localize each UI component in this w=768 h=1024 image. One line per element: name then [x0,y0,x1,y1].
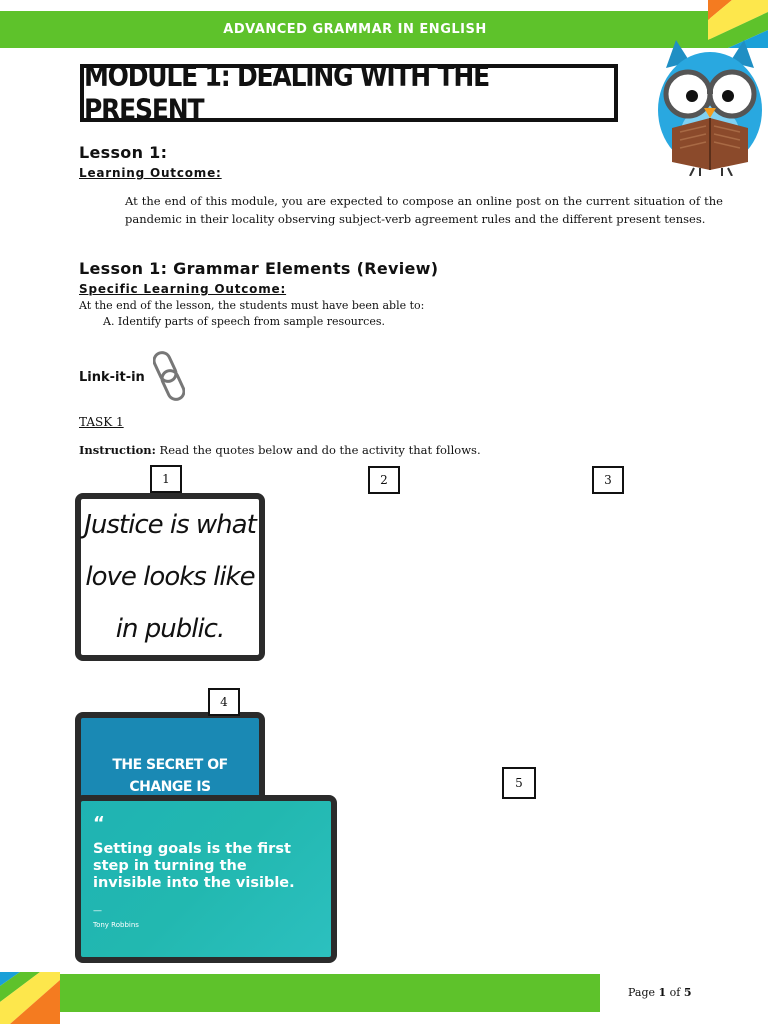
page-number [628,986,692,999]
number-box-3: 3 [592,466,624,494]
quote-5-text: Setting goals is the first step in turning the invisible into the visible. [93,841,295,891]
module-title-box [80,59,618,127]
page-total: 5 [683,986,692,999]
lesson-1-heading: Lesson 1: [79,143,168,162]
task-instruction [79,443,481,457]
specific-outcome-intro: At the end of the lesson, the students must have been able to: [79,299,425,312]
quote-5-author: Tony Robbins [93,921,139,929]
footer-band [60,974,600,1012]
learning-outcome-label: Learning Outcome: [79,166,222,180]
quote-5-dash: — [93,906,102,916]
rainbow-corner-decoration [0,972,60,1024]
page-current: 1 [658,986,667,999]
number-box-4: 4 [208,688,240,716]
link-it-in-label: Link-it-in [79,370,145,385]
number-box-2: 2 [368,466,400,494]
number-box-5: 5 [502,767,536,799]
page-prefix: Page [628,986,659,999]
specific-outcome-item-a: A. Identify parts of speech from sample resources. [103,315,385,328]
lesson-1-review-heading: Lesson 1: Grammar Elements (Review) [79,259,439,278]
paperclip-icon [153,350,185,402]
instruction-label: Instruction: [79,443,156,457]
module-title: MODULE 1: DEALING WITH THE PRESENT [84,59,489,127]
specific-outcome-label: Specific Learning Outcome: [79,282,287,296]
number-box-1: 1 [150,465,182,493]
header-band [0,11,710,48]
quote-card-1 [75,493,265,661]
owl-mascot-icon [652,38,768,176]
quote-1-line: Justice is what [84,510,256,540]
page-sep: of [666,986,684,999]
quote-1-line: in public. [115,614,225,644]
quote-mark-icon: “ [93,813,105,834]
instruction-text: Read the quotes below and do the activity that follows. [155,443,481,457]
task-1-label: TASK 1 [79,415,124,429]
header-title: ADVANCED GRAMMAR IN ENGLISH [223,22,487,37]
learning-outcome-text: At the end of this module, you are expected to compose an online post on the current situation of the pandemic in their locality observing subject-verb agreement rules and the different present tenses. [125,194,723,226]
quote-card-5 [75,795,337,963]
quote-4-line: THE SECRET OF CHANGE IS [112,757,228,795]
quote-1-line: love looks like [85,562,255,592]
